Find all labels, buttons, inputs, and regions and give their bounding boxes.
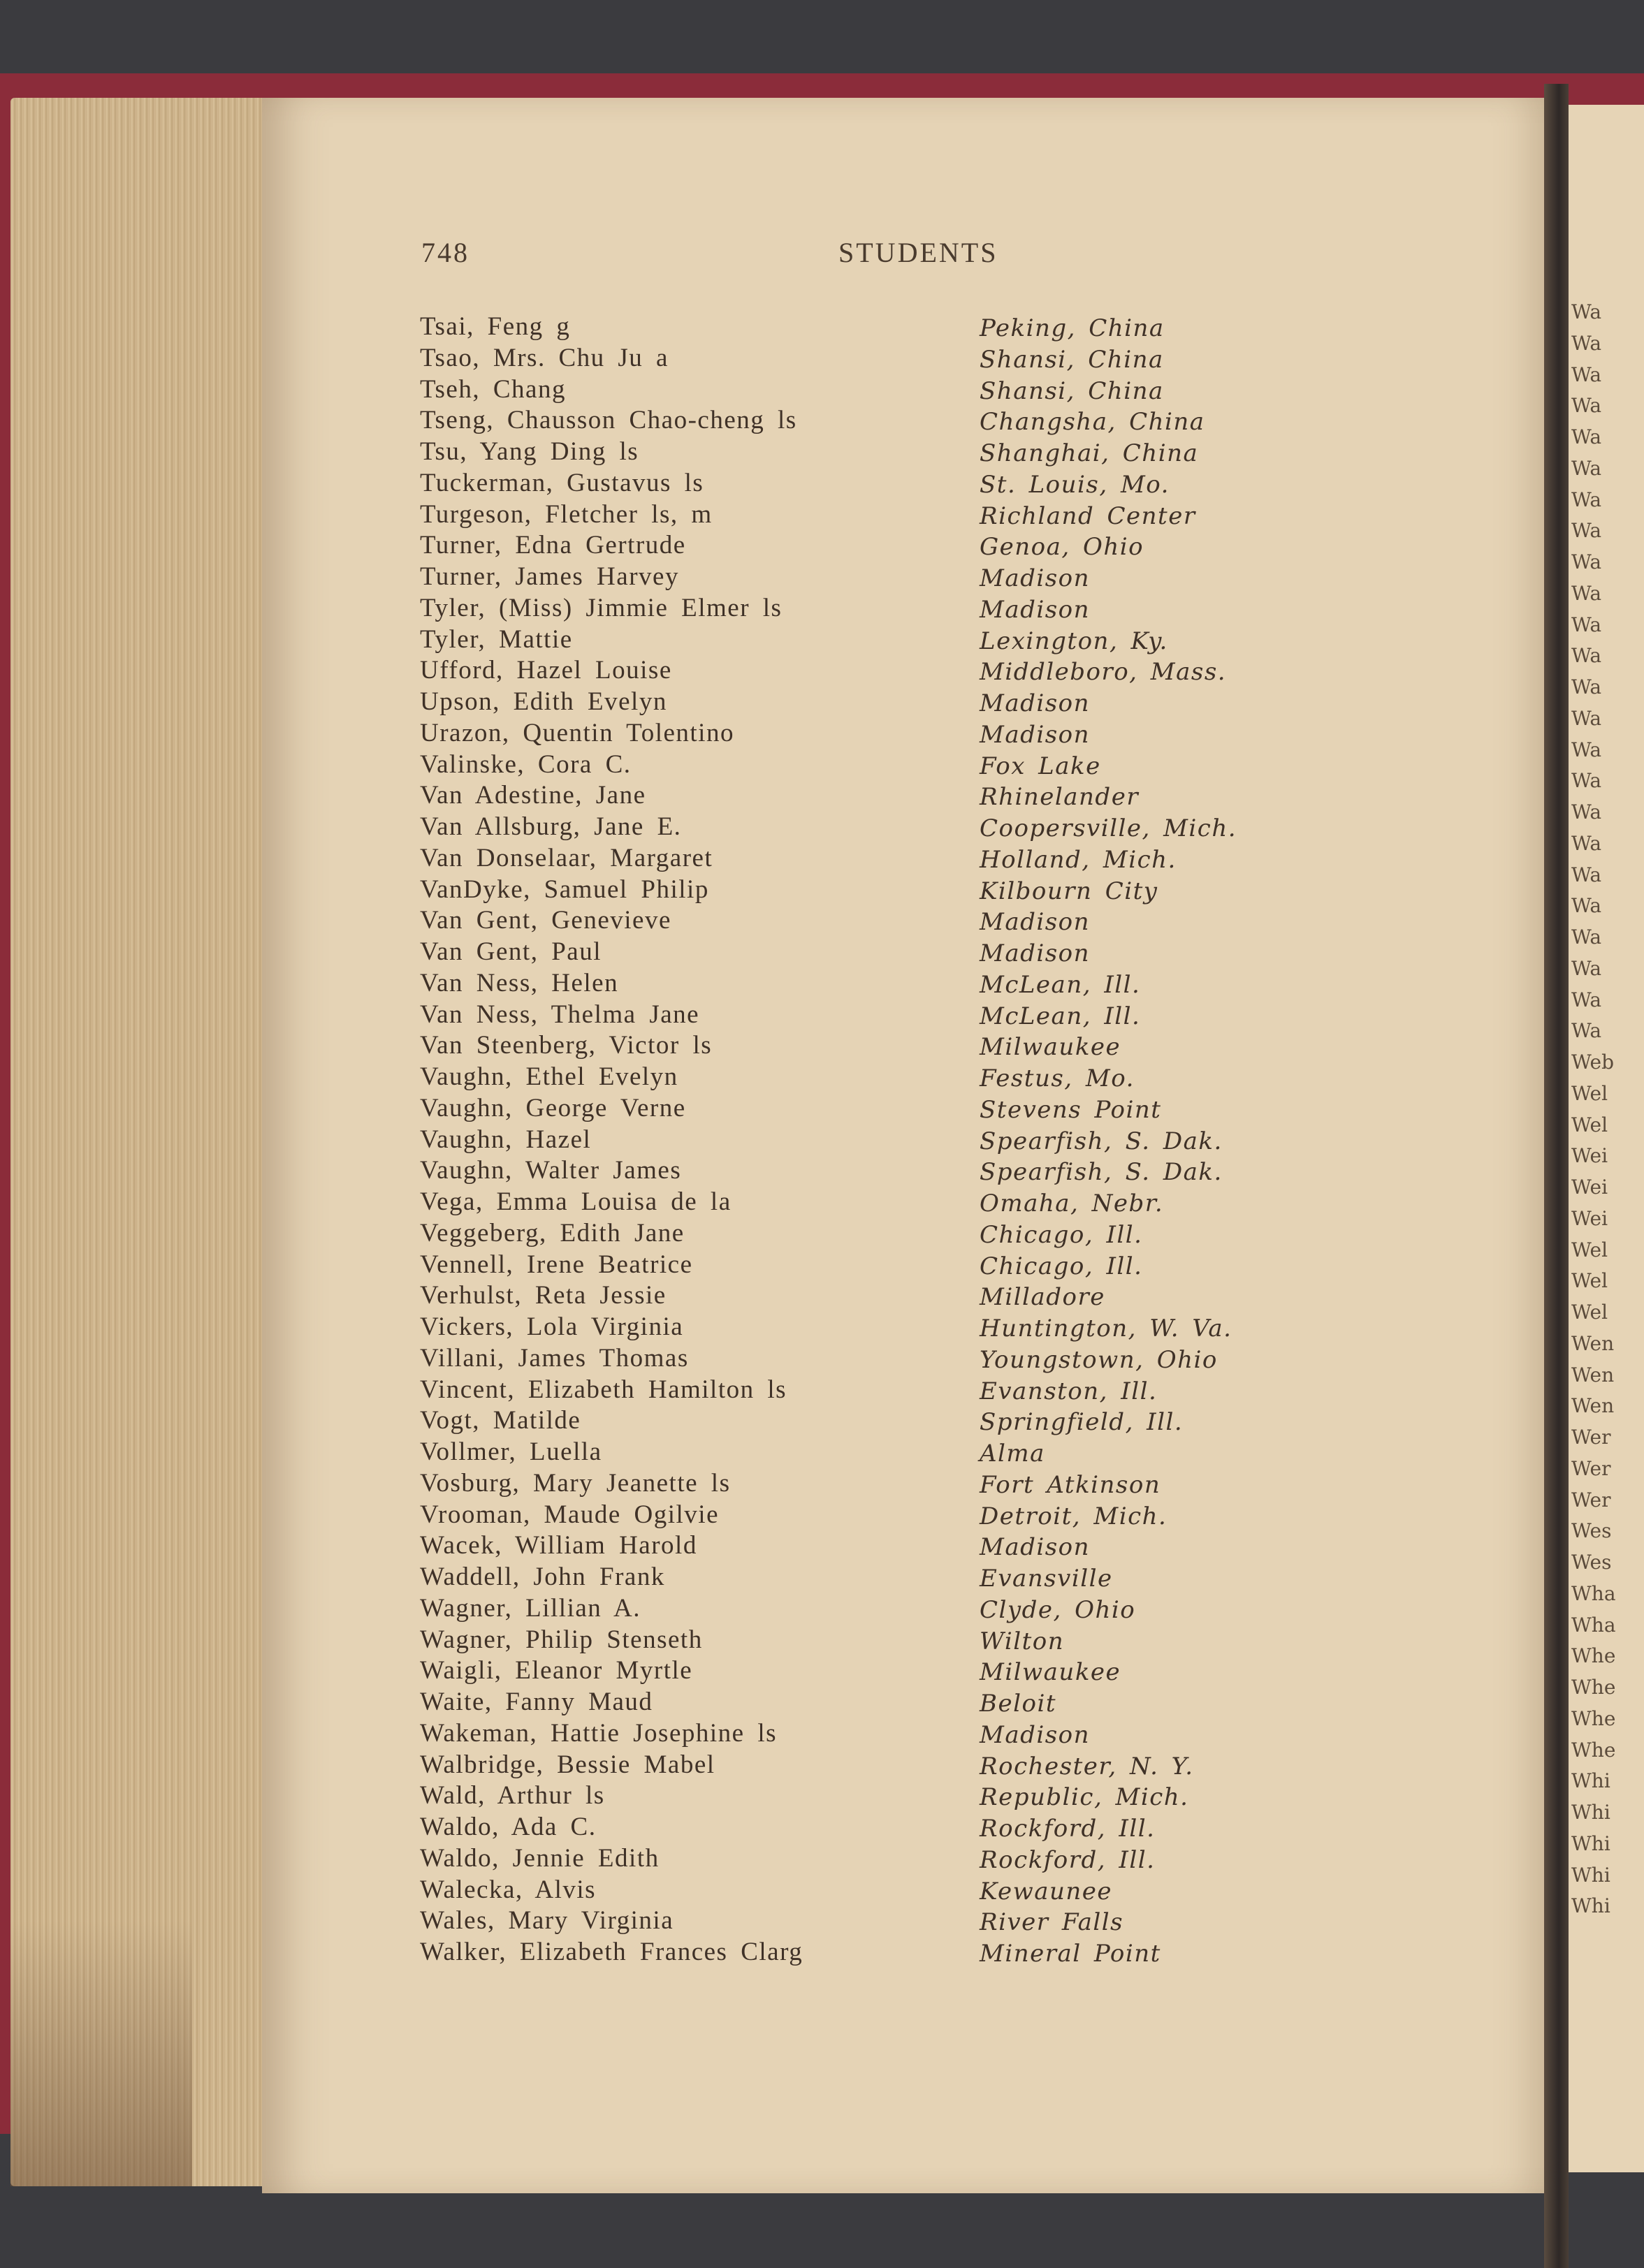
student-hometown: Middleboro, Mass. (980, 658, 1227, 687)
student-hometown: Wilton (980, 1627, 1065, 1655)
facing-page-text: Wa (1571, 675, 1602, 698)
facing-page-text: Wes (1571, 1519, 1612, 1543)
facing-page-text: Wel (1571, 1301, 1608, 1324)
student-name: Waigli, Eleanor Myrtle (420, 1656, 693, 1685)
student-hometown: Evanston, Ill. (980, 1377, 1158, 1405)
student-hometown: Rhinelander (980, 783, 1140, 812)
student-hometown: St. Louis, Mo. (980, 470, 1170, 499)
facing-page-text: Wa (1571, 581, 1602, 605)
student-name: Veggeberg, Edith Jane (420, 1218, 685, 1248)
facing-page-text: Wei (1571, 1144, 1608, 1168)
student-hometown: Clyde, Ohio (980, 1595, 1136, 1624)
student-hometown: Stevens Point (980, 1095, 1162, 1124)
student-name: Tseh, Chang (420, 374, 566, 404)
student-hometown: McLean, Ill. (980, 970, 1141, 999)
facing-page-text: Wa (1571, 894, 1602, 918)
facing-page-text: Wer (1571, 1426, 1611, 1449)
student-name: Waldo, Ada C. (420, 1813, 597, 1841)
student-name: Tyler, Mattie (420, 624, 573, 654)
student-name: Turner, Edna Gertrude (420, 531, 686, 560)
student-hometown: Youngstown, Ohio (980, 1345, 1218, 1374)
page-edges (10, 98, 262, 2186)
facing-page-text: Whi (1571, 1831, 1610, 1855)
student-hometown: Madison (980, 595, 1091, 624)
student-hometown: Springfield, Ill. (980, 1408, 1184, 1437)
student-name: Tuckerman, Gustavus ls (420, 468, 704, 497)
facing-page-text: Wa (1571, 644, 1602, 668)
facing-page-text: Wa (1571, 331, 1602, 355)
student-name: Wald, Arthur ls (420, 1781, 605, 1810)
student-name: Turgeson, Fletcher ls, m (420, 499, 713, 529)
student-hometown: Genoa, Ohio (980, 533, 1144, 562)
facing-page-text: Wa (1571, 363, 1602, 386)
student-hometown: Peking, China (980, 314, 1165, 342)
student-hometown: Evansville (980, 1565, 1113, 1593)
student-hometown: Kewaunee (980, 1877, 1113, 1905)
student-name: Wacek, William Harold (420, 1531, 697, 1560)
student-hometown: Rochester, N. Y. (980, 1752, 1194, 1780)
student-hometown: Milladore (980, 1283, 1105, 1312)
student-name: Vaughn, Hazel (420, 1125, 592, 1154)
student-name: Walker, Elizabeth Frances Clarg (420, 1938, 803, 1966)
student-hometown: Shanghai, China (980, 439, 1199, 467)
student-hometown: Spearfish, S. Dak. (980, 1158, 1223, 1187)
student-hometown: Kilbourn City (980, 877, 1158, 905)
student-name: VanDyke, Samuel Philip (420, 875, 709, 904)
facing-page-text: Whe (1571, 1676, 1616, 1699)
student-name: Vollmer, Luella (420, 1437, 602, 1466)
student-name: Vosburg, Mary Jeanette ls (420, 1468, 731, 1498)
student-hometown: Lexington, Ky. (980, 627, 1168, 655)
facing-page-text: Wa (1571, 988, 1602, 1011)
student-name: Vaughn, Walter James (420, 1156, 682, 1185)
facing-page-text: Wel (1571, 1238, 1608, 1261)
student-name: Waddell, John Frank (420, 1563, 665, 1591)
student-hometown: Fox Lake (980, 752, 1101, 780)
student-hometown: Beloit (980, 1690, 1056, 1718)
student-hometown: Festus, Mo. (980, 1065, 1135, 1092)
student-name: Van Gent, Paul (420, 937, 602, 966)
facing-page-text: Whe (1571, 1738, 1616, 1762)
running-head: STUDENTS (838, 237, 998, 268)
facing-page-text: Wha (1571, 1613, 1616, 1637)
student-name: Walbridge, Bessie Mabel (420, 1750, 715, 1779)
student-name: Vaughn, George Verne (420, 1093, 686, 1122)
student-hometown: Coopersville, Mich. (980, 814, 1237, 842)
student-hometown: Omaha, Nebr. (980, 1190, 1164, 1217)
facing-page-text: Wa (1571, 863, 1602, 886)
student-hometown: River Falls (980, 1908, 1124, 1937)
student-hometown: Holland, Mich. (980, 845, 1177, 874)
student-name: Vega, Emma Louisa de la (420, 1187, 732, 1216)
student-hometown: Shansi, China (980, 345, 1164, 374)
student-name: Waite, Fanny Maud (420, 1688, 653, 1716)
student-hometown: Rockford, Ill. (980, 1815, 1156, 1843)
student-name: Van Adestine, Jane (420, 781, 646, 810)
facing-page-text: Wa (1571, 926, 1602, 949)
student-name: Upson, Edith Evelyn (420, 687, 667, 716)
student-name: Tsu, Yang Ding ls (420, 437, 639, 466)
facing-page-text: Web (1571, 1051, 1614, 1074)
facing-page-text: Wen (1571, 1331, 1615, 1355)
facing-page-text: Wei (1571, 1206, 1608, 1230)
facing-page-text: Wer (1571, 1456, 1611, 1480)
facing-page-text: Wen (1571, 1394, 1615, 1418)
student-name: Villani, James Thomas (420, 1343, 689, 1373)
student-hometown: Milwaukee (980, 1658, 1121, 1687)
student-name: Wagner, Philip Stenseth (420, 1625, 703, 1654)
student-hometown: Spearfish, S. Dak. (980, 1127, 1223, 1155)
facing-page-text: Whi (1571, 1769, 1610, 1793)
student-name: Van Steenberg, Victor ls (420, 1031, 713, 1060)
student-name: Vrooman, Maude Ogilvie (420, 1500, 719, 1529)
facing-page (1569, 105, 1644, 2172)
student-name: Tyler, (Miss) Jimmie Elmer ls (420, 593, 783, 622)
facing-page-text: Wha (1571, 1581, 1616, 1605)
student-hometown: Madison (980, 720, 1091, 749)
student-name: Urazon, Quentin Tolentino (420, 718, 734, 747)
facing-page-text: Wa (1571, 519, 1602, 543)
facing-page-text: Wel (1571, 1081, 1608, 1105)
student-name: Van Donselaar, Margaret (420, 843, 713, 872)
facing-page-text: Wa (1571, 738, 1602, 761)
student-hometown: Huntington, W. Va. (980, 1315, 1232, 1342)
student-name: Verhulst, Reta Jessie (420, 1281, 667, 1310)
student-hometown: Richland Center (980, 502, 1196, 530)
student-hometown: Fort Atkinson (980, 1470, 1161, 1499)
student-hometown: Madison (980, 1720, 1091, 1749)
facing-page-text: Whe (1571, 1644, 1616, 1668)
student-name: Tsao, Mrs. Chu Ju a (420, 343, 669, 372)
student-hometown: Madison (980, 689, 1091, 717)
student-hometown: Milwaukee (980, 1033, 1121, 1062)
student-name: Vogt, Matilde (420, 1406, 581, 1435)
facing-page-text: Wa (1571, 550, 1602, 573)
student-name: Van Gent, Genevieve (420, 906, 671, 935)
student-hometown: Madison (980, 1533, 1091, 1562)
facing-page-text: Wer (1571, 1488, 1611, 1512)
student-name: Tsai, Feng g (420, 312, 571, 341)
student-name: Van Ness, Helen (420, 968, 619, 997)
student-hometown: Rockford, Ill. (980, 1845, 1156, 1874)
student-name: Walecka, Alvis (420, 1875, 597, 1904)
facing-page-text: Whi (1571, 1801, 1610, 1824)
student-hometown: McLean, Ill. (980, 1002, 1141, 1030)
student-hometown: Shansi, China (980, 376, 1164, 405)
student-hometown: Madison (980, 564, 1091, 592)
facing-page-text: Wa (1571, 706, 1602, 730)
facing-page-text: Whe (1571, 1706, 1616, 1730)
student-name: Valinske, Cora C. (420, 749, 632, 779)
facing-page-text: Wa (1571, 488, 1602, 511)
student-name: Turner, James Harvey (420, 562, 679, 591)
facing-page-text: Wa (1571, 613, 1602, 636)
student-hometown: Chicago, Ill. (980, 1220, 1143, 1249)
student-name: Tseng, Chausson Chao-cheng ls (420, 406, 797, 435)
student-hometown: Detroit, Mich. (980, 1502, 1167, 1530)
student-hometown: Alma (980, 1440, 1045, 1468)
facing-page-text: Wa (1571, 831, 1602, 855)
facing-page-text: Whi (1571, 1894, 1610, 1918)
student-hometown: Chicago, Ill. (980, 1252, 1143, 1280)
facing-page-text: Wa (1571, 425, 1602, 448)
student-hometown: Madison (980, 939, 1091, 967)
facing-page-text: Whi (1571, 1863, 1610, 1887)
facing-page-text: Wen (1571, 1363, 1615, 1387)
facing-page-text: Wa (1571, 394, 1602, 418)
student-name: Wakeman, Hattie Josephine ls (420, 1718, 778, 1748)
facing-page-text: Wel (1571, 1113, 1608, 1136)
student-name: Ufford, Hazel Louise (420, 656, 672, 685)
student-hometown: Republic, Mich. (980, 1783, 1189, 1812)
student-name: Vennell, Irene Beatrice (420, 1250, 693, 1279)
page-number: 748 (421, 237, 470, 268)
facing-page-text: Wei (1571, 1176, 1608, 1199)
student-name: Vaughn, Ethel Evelyn (420, 1062, 678, 1091)
student-name: Vincent, Elizabeth Hamilton ls (420, 1375, 787, 1404)
student-name: Van Ness, Thelma Jane (420, 1000, 700, 1029)
facing-page-text: Wel (1571, 1269, 1608, 1293)
student-name: Wagner, Lillian A. (420, 1593, 641, 1623)
facing-page-text: Wes (1571, 1551, 1612, 1574)
student-hometown: Changsha, China (980, 408, 1205, 437)
student-name: Waldo, Jennie Edith (420, 1843, 660, 1873)
facing-page-text: Wa (1571, 456, 1602, 480)
facing-page-text: Wa (1571, 800, 1602, 824)
student-name: Wales, Mary Virginia (420, 1906, 674, 1936)
student-hometown: Mineral Point (980, 1940, 1161, 1968)
student-hometown: Madison (980, 908, 1091, 937)
facing-page-text: Wa (1571, 769, 1602, 793)
student-name: Vickers, Lola Virginia (420, 1312, 684, 1341)
book-gutter (1544, 84, 1569, 2268)
facing-page-text: Wa (1571, 1019, 1602, 1043)
facing-page-text: Wa (1571, 956, 1602, 980)
facing-page-text: Wa (1571, 300, 1602, 323)
student-name: Van Allsburg, Jane E. (420, 812, 682, 841)
